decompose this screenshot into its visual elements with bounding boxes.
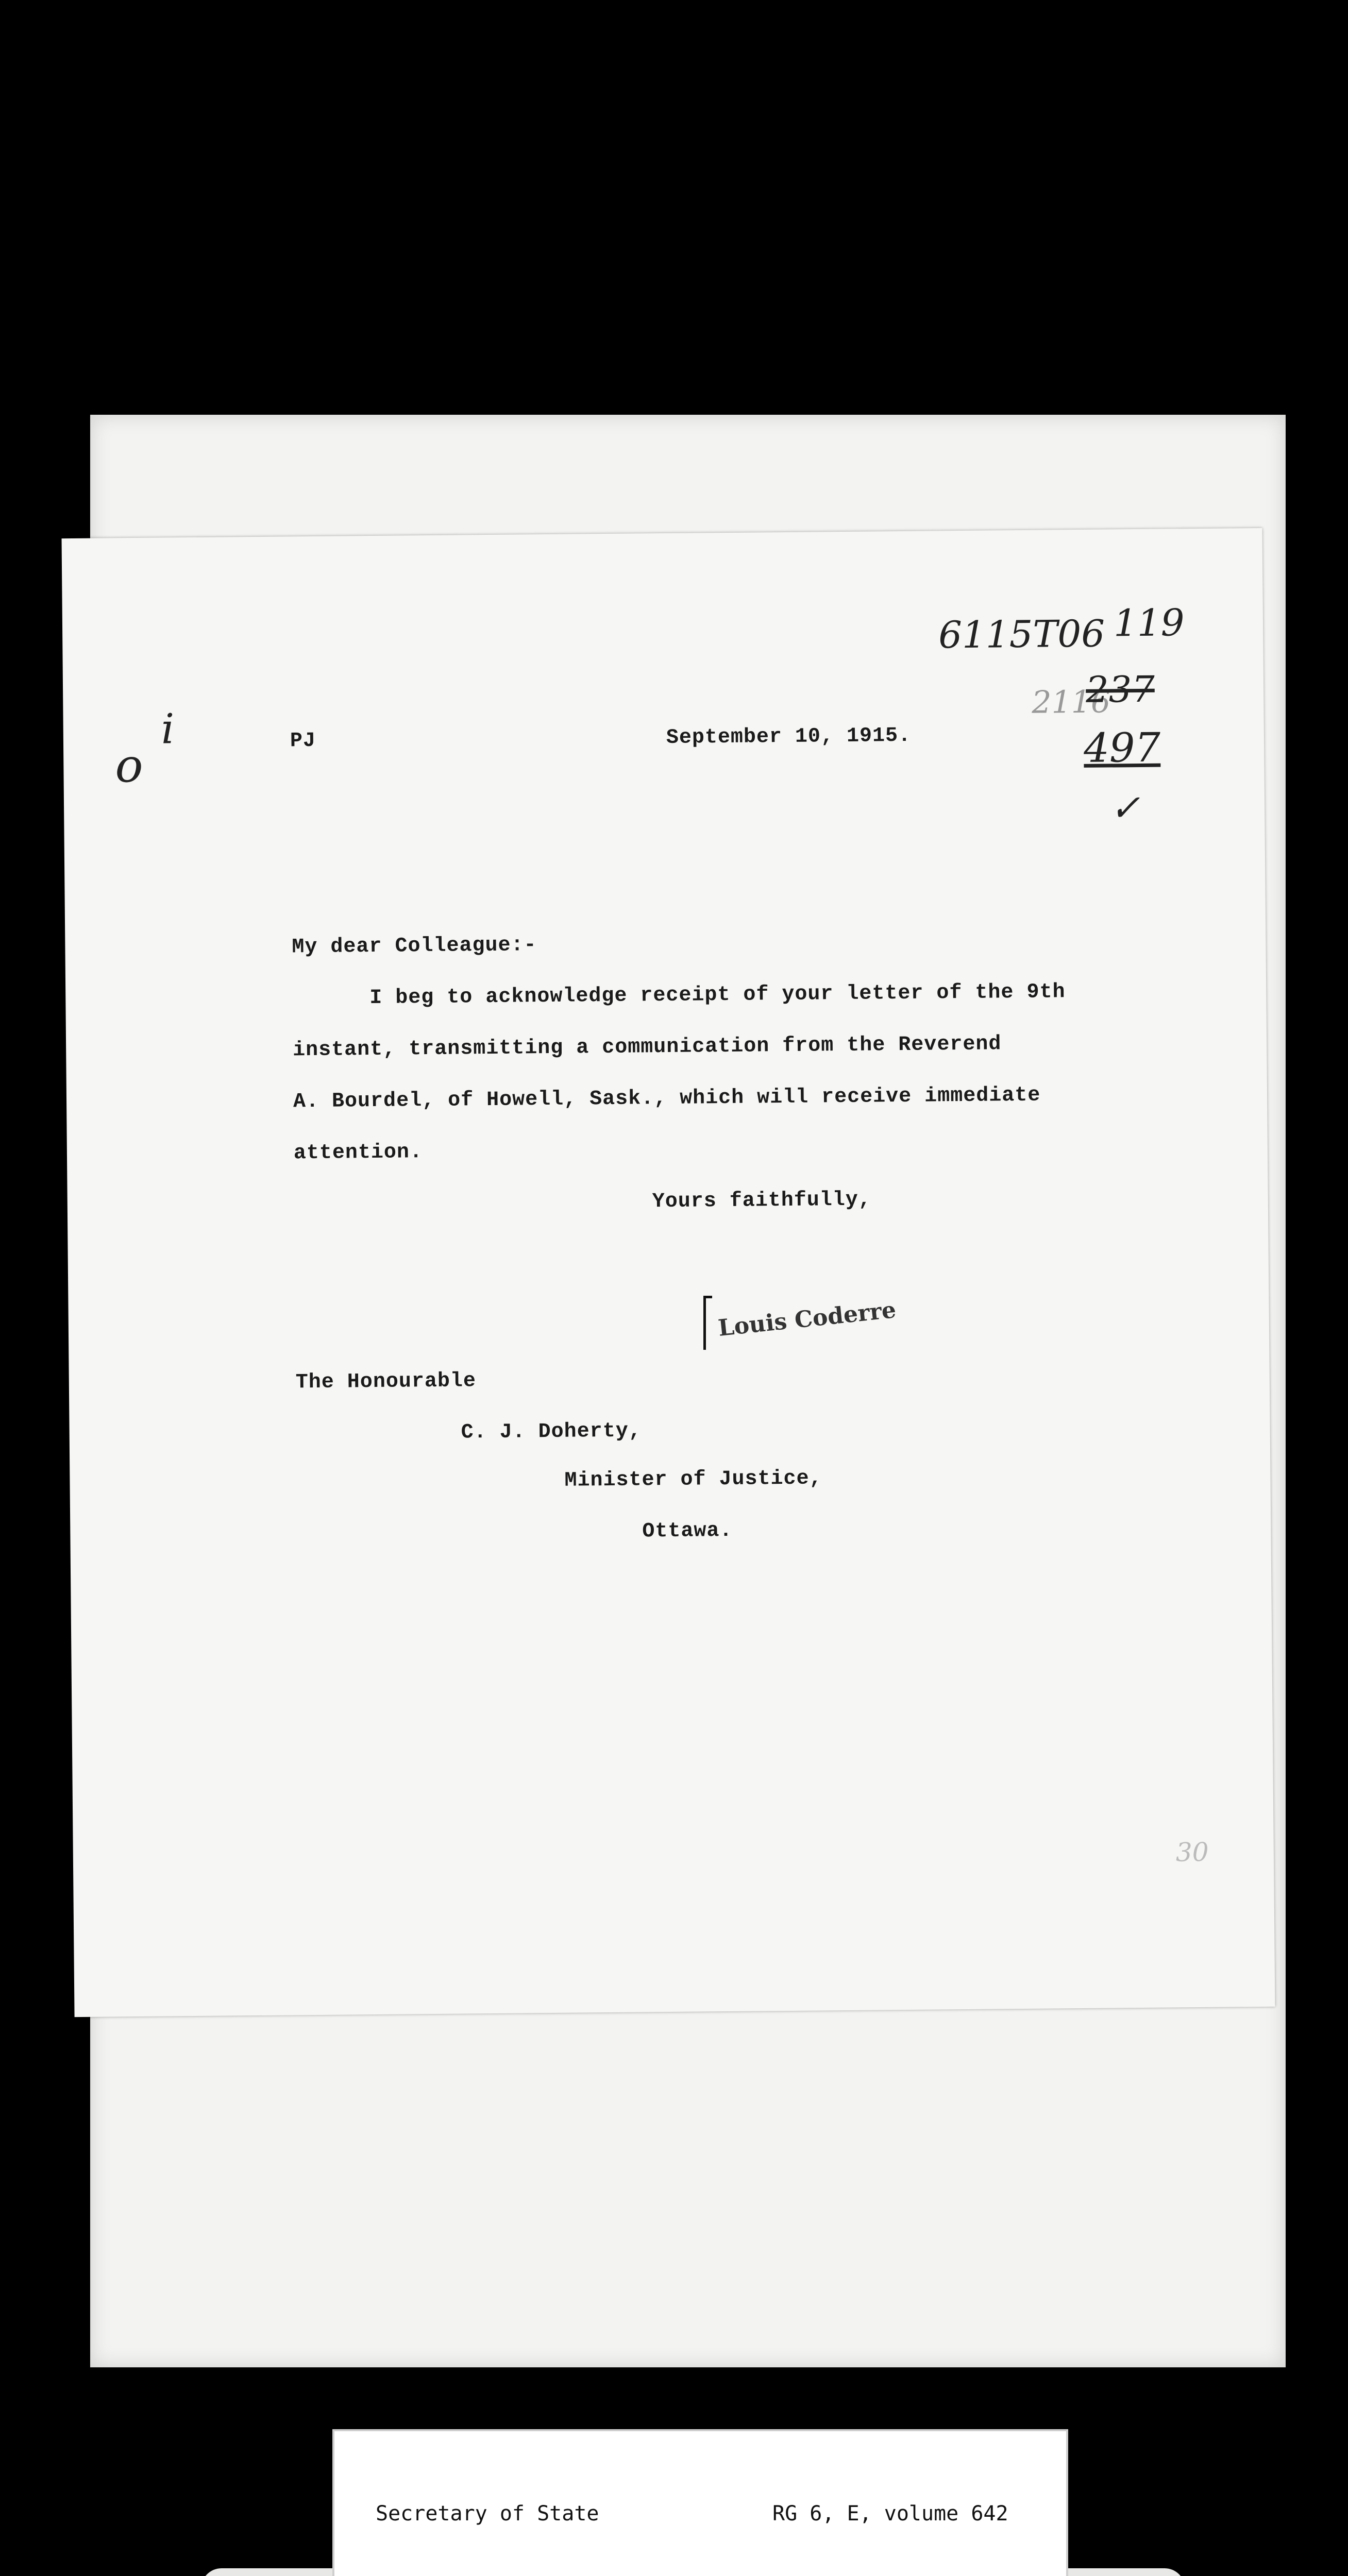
struck-number-2: 237 (1085, 668, 1155, 711)
signature-text: Louis Coderre (717, 1297, 898, 1342)
letter-page (62, 528, 1275, 2017)
body-line: I beg to acknowledge receipt of your letter of the 9th (369, 980, 1066, 1010)
addressee-line: Minister of Justice, (564, 1467, 822, 1493)
body-line: instant, transmitting a communication from the Reverend (293, 1032, 1002, 1062)
archive-label (332, 2429, 1068, 2576)
signature-bracket (703, 1296, 712, 1350)
signature-stamp (703, 1296, 898, 1347)
label-line: Secretary of State (376, 2502, 599, 2526)
struck-number: 2116 (1032, 684, 1111, 721)
addressee-line: The Honourable (295, 1369, 477, 1395)
initials: PJ (290, 729, 316, 753)
corner-number: 30 (1175, 1837, 1209, 1868)
file-number: 6115T06 (938, 612, 1105, 657)
file-part: 119 (1113, 601, 1185, 645)
check-mark: ✓ (1109, 786, 1141, 829)
addressee-line: C. J. Doherty, (461, 1419, 642, 1445)
closing: Yours faithfully, (652, 1188, 872, 1214)
letter-date: September 10, 1915. (666, 724, 912, 750)
label-line: RG 6, E, volume 642 (772, 2502, 1008, 2526)
body-line: A. Bourdel, of Howell, Sask., which will receive immediate (293, 1083, 1041, 1114)
addressee-line: Ottawa. (642, 1519, 733, 1544)
margin-mark: i (161, 705, 175, 753)
body-line: attention. (293, 1141, 423, 1165)
salutation: My dear Colleague:- (292, 934, 537, 959)
margin-mark: o (114, 738, 144, 793)
number-497: 497 (1083, 724, 1161, 772)
